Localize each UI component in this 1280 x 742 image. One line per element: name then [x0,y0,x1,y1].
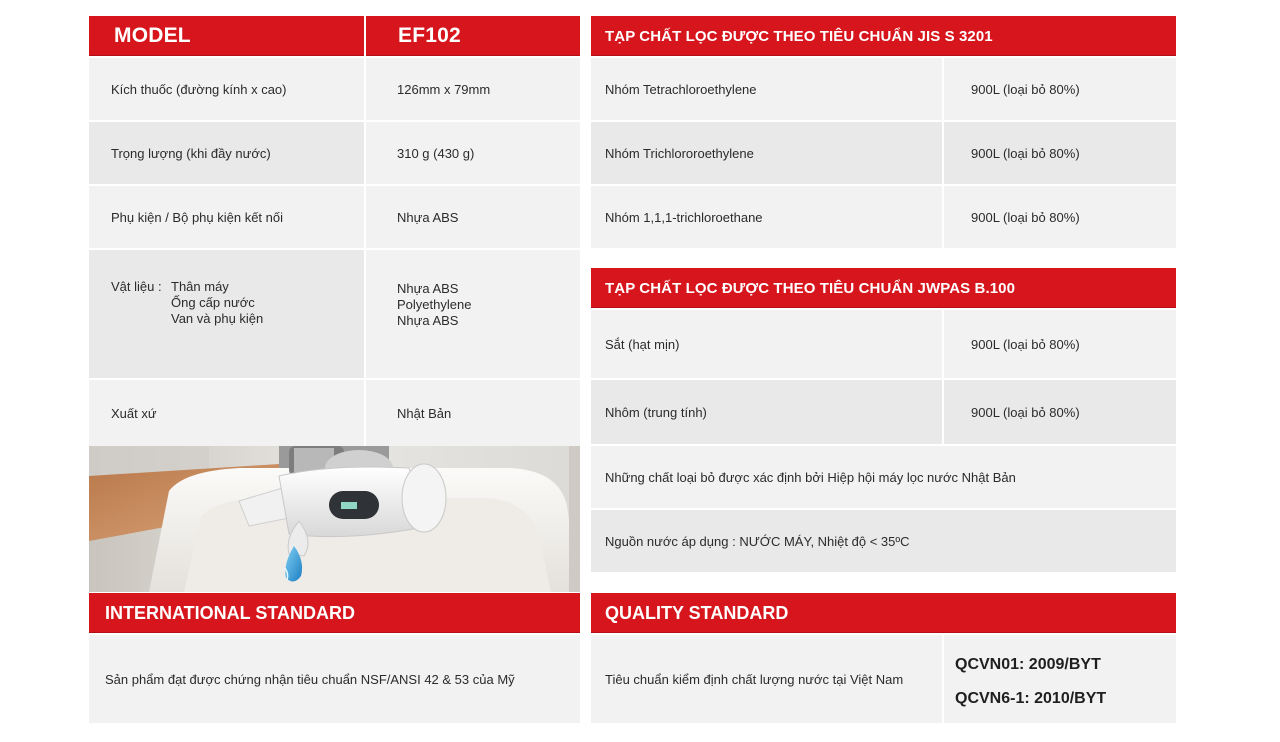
jwpas-row-1-label: Sắt (hạt mịn) [591,310,942,378]
quality-standard-codes [944,635,1176,723]
spec-row-material-label [89,250,364,378]
international-standard-title: INTERNATIONAL STANDARD [105,602,355,623]
material-value-3: Nhựa ABS [397,313,459,328]
faucet-filter-illustration [89,446,580,592]
jwpas-title: TẠP CHẤT LỌC ĐƯỢC THEO TIÊU CHUẨN JWPAS B.100 [605,279,1016,297]
jwpas-header [591,268,1176,308]
model-heading: MODEL [114,24,191,47]
material-part-3: Van và phụ kiện [171,311,264,326]
jis-row-3-value: 900L (loại bỏ 80%) [944,186,1176,248]
spec-row-size-label: Kích thuốc (đường kính x cao) [89,58,364,120]
jwpas-row-2-label: Nhôm (trung tính) [591,380,942,444]
jis-row-3-label: Nhóm 1,1,1-trichloroethane [591,186,942,248]
model-number: EF102 [398,24,461,47]
jwpas-note-water-source: Nguồn nước áp dụng : NƯỚC MÁY, Nhiệt độ < 35ºC [591,510,1176,572]
spec-row-weight-value: 310 g (430 g) [366,122,580,184]
jis-row-2-value: 900L (loại bỏ 80%) [944,122,1176,184]
international-standard-header [89,593,580,633]
spec-row-accessory-value: Nhựa ABS [366,186,580,248]
spec-row-size-value: 126mm x 79mm [366,58,580,120]
spec-row-accessory-label: Phụ kiện / Bộ phụ kiện kết nối [89,186,364,248]
material-value-1: Nhựa ABS [397,281,459,296]
spec-header-value [366,16,580,56]
product-photo [89,446,580,592]
jwpas-row-1-value: 900L (loại bỏ 80%) [944,310,1176,378]
material-part-2: Ống cấp nước [171,295,255,310]
material-value-2: Polyethylene [397,297,472,312]
jis-row-2-label: Nhóm Trichlororoethylene [591,122,942,184]
quality-standard-label: Tiêu chuẩn kiểm định chất lượng nước tại Việt Nam [591,635,942,723]
spec-row-origin-value: Nhật Bản [366,380,580,446]
jwpas-note-association: Những chất loại bỏ được xác định bởi Hiệp hội máy lọc nước Nhật Bản [591,446,1176,508]
jwpas-row-2-value: 900L (loại bỏ 80%) [944,380,1176,444]
quality-standard-title: QUALITY STANDARD [605,602,789,623]
spec-header-model [89,16,364,56]
spec-row-weight-label: Trọng lượng (khi đầy nước) [89,122,364,184]
jis-row-1-value: 900L (loại bỏ 80%) [944,58,1176,120]
spec-row-material-value [366,250,580,378]
spec-row-origin-label: Xuất xứ [89,380,364,446]
material-part-1: Thân máy [171,279,229,294]
jis-row-1-label: Nhóm Tetrachloroethylene [591,58,942,120]
qcvn-code-2: QCVN6-1: 2010/BYT [955,690,1107,707]
qcvn-code-1: QCVN01: 2009/BYT [955,656,1101,673]
international-standard-text: Sản phẩm đạt được chứng nhận tiêu chuẩn NSF/ANSI 42 & 53 của Mỹ [89,635,580,723]
jis-title: TẠP CHẤT LỌC ĐƯỢC THEO TIÊU CHUẨN JIS S 3201 [605,27,993,45]
material-prefix: Vật liệu : [111,279,162,294]
jis-header [591,16,1176,56]
quality-standard-header [591,593,1176,633]
